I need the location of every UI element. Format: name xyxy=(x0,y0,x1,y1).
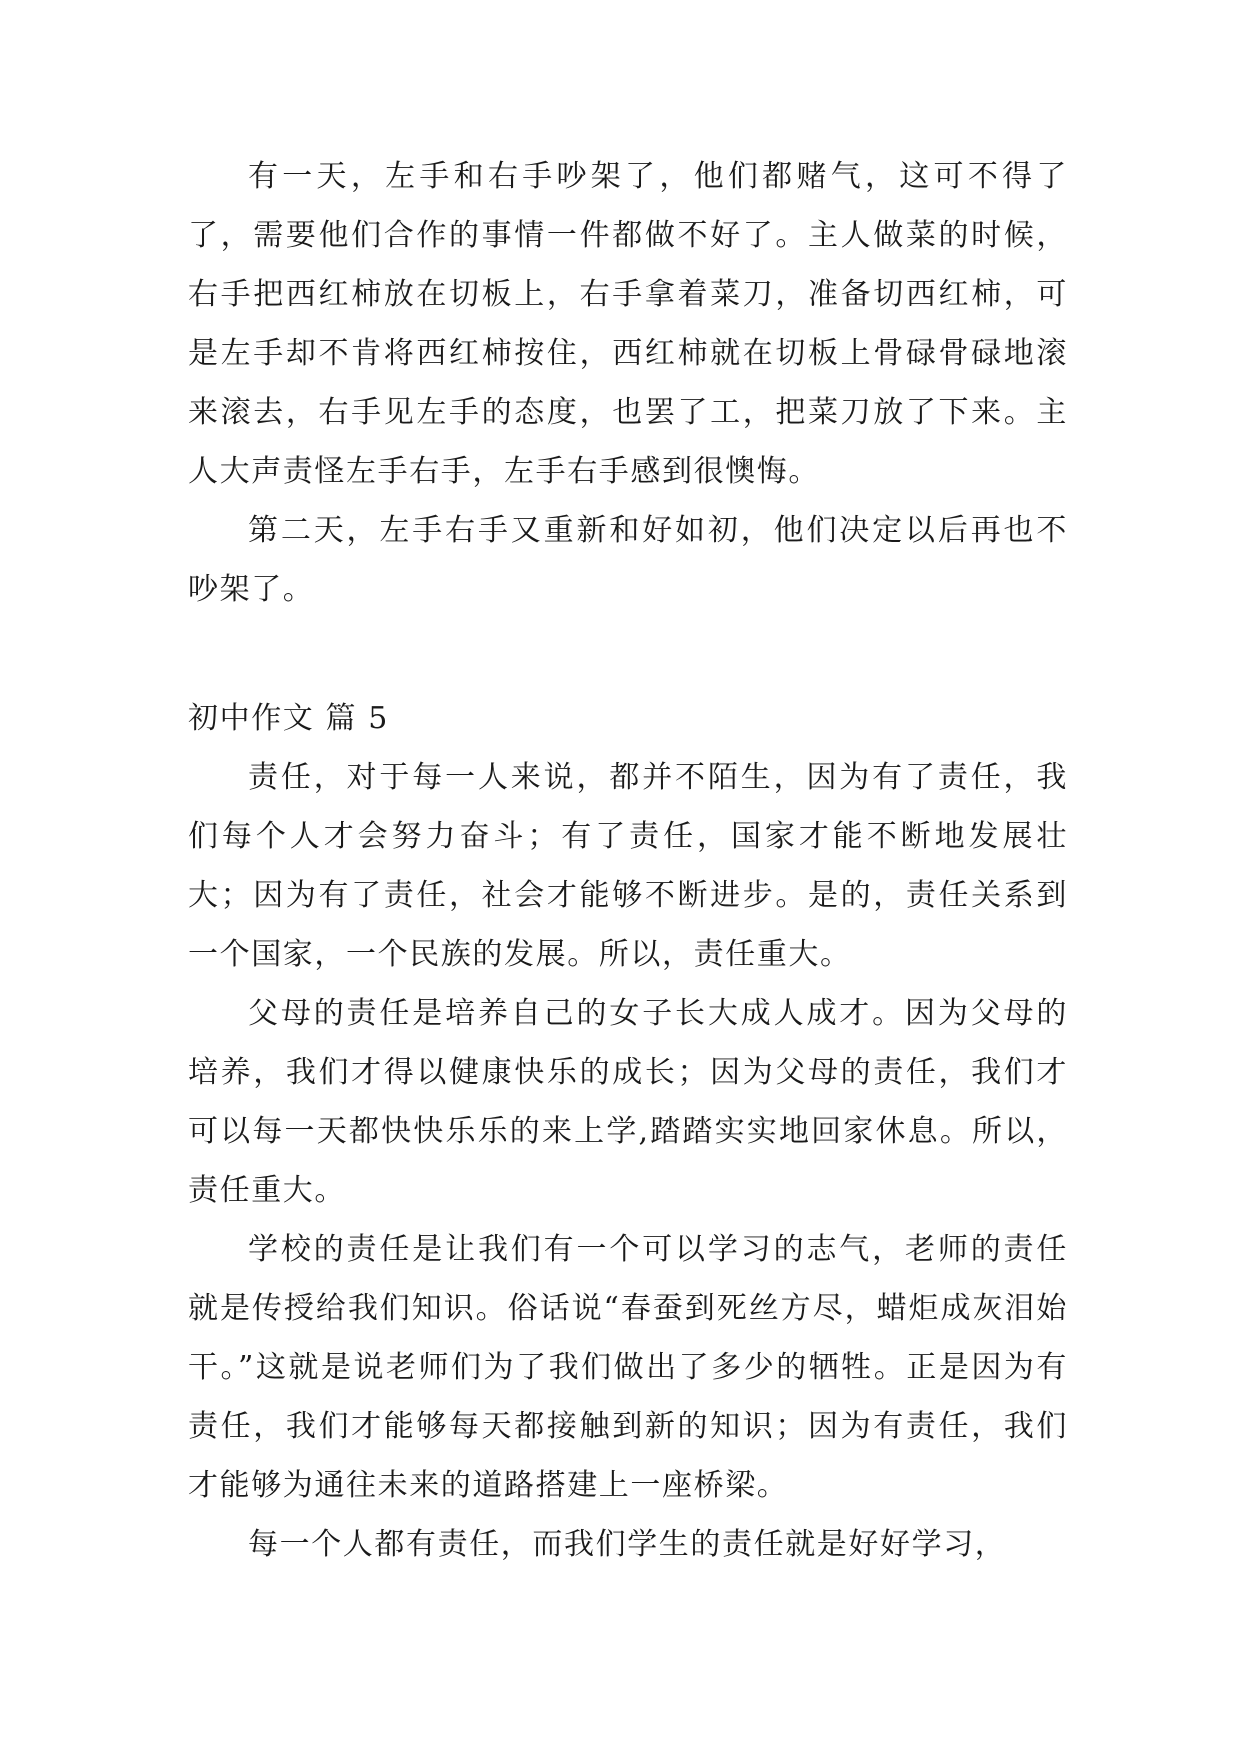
story-paragraph-1: 有一天，左手和右手吵架了，他们都赌气，这可不得了了，需要他们合作的事情一件都做不好了。主人做菜的时候，右手把西红柿放在切板上，右手拿着菜刀，准备切西红柿，可是左手却不肯将西红柿按住，西红柿就在切板上骨碌骨碌地滚来滚去，右手见左手的态度，也罢了工，把菜刀放了下来。主人大声责怪左手右手，左手右手感到很懊悔。 xyxy=(188,159,1068,489)
essay-paragraph-3: 学校的责任是让我们有一个可以学习的志气，老师的责任就是传授给我们知识。俗话说“春蚕到死丝方尽，蜡炬成灰泪始干。”这就是说老师们为了我们做出了多少的牺牲。正是因为有责任，我们才能够每天都接触到新的知识；因为有责任，我们才能够为通往未来的道路搭建上一座桥梁。 xyxy=(188,1232,1068,1503)
document-page xyxy=(188,147,1068,1574)
essay-paragraph-4: 每一个人都有责任，而我们学生的责任就是好好学习， xyxy=(248,1527,1007,1562)
essay-paragraph-2: 父母的责任是培养自己的女子长大成人成才。因为父母的培养，我们才得以健康快乐的成长；因为父母的责任，我们才可以每一天都快快乐乐的来上学,踏踏实实地回家休息。所以，责任重大。 xyxy=(188,996,1068,1208)
essay-title: 初中作文 篇 5 xyxy=(188,701,389,736)
story-paragraph-2: 第二天，左手右手又重新和好如初，他们决定以后再也不吵架了。 xyxy=(188,513,1068,607)
essay-paragraph-1: 责任，对于每一人来说，都并不陌生，因为有了责任，我们每个人才会努力奋斗；有了责任，国家才能不断地发展壮大；因为有了责任，社会才能够不断进步。是的，责任关系到一个国家，一个民族的发展。所以，责任重大。 xyxy=(188,760,1068,972)
